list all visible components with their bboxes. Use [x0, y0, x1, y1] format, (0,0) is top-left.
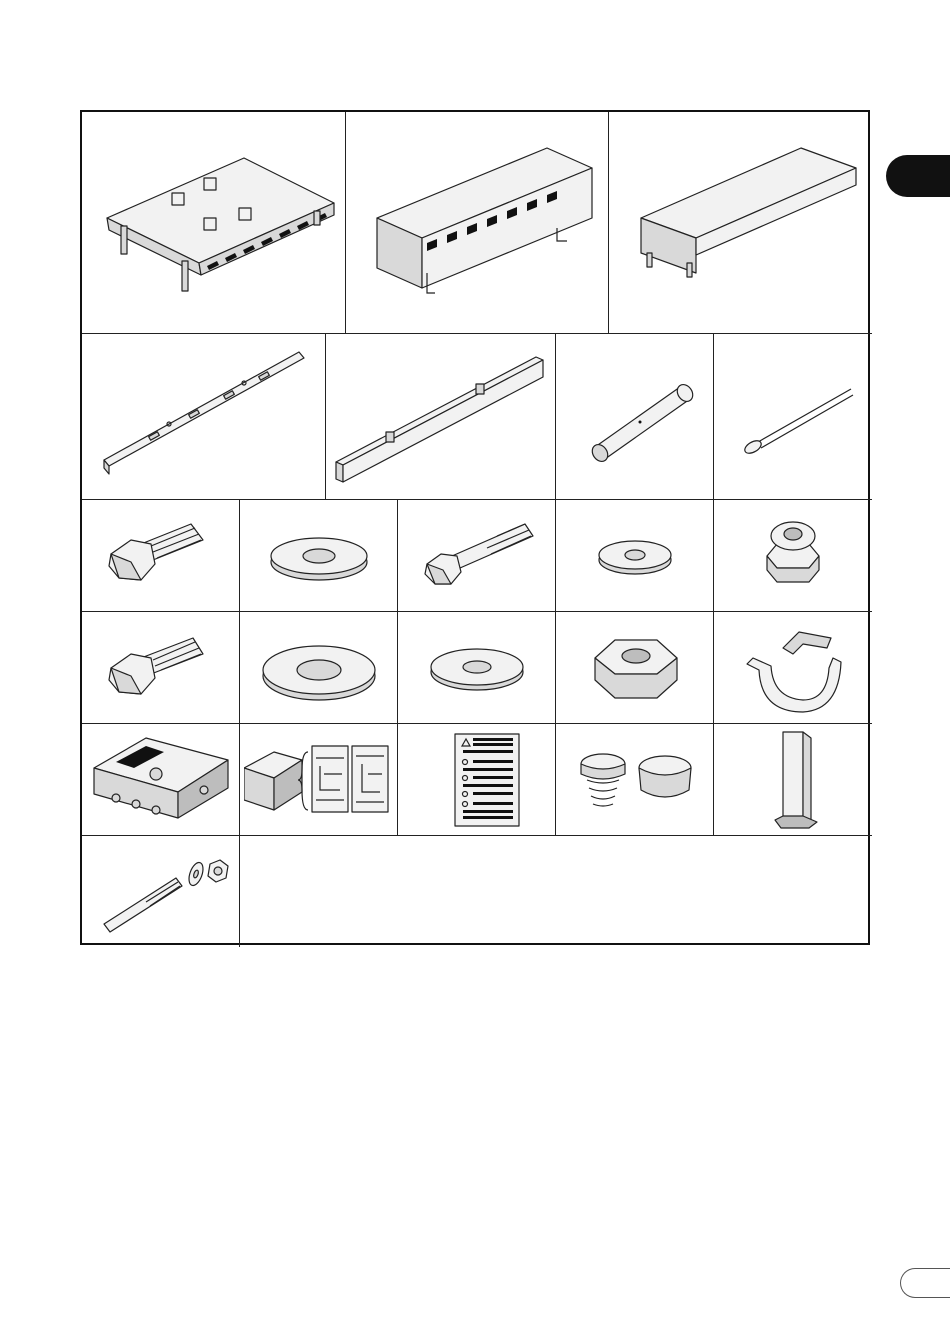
part-cell-washer-small — [556, 500, 714, 612]
part-cell-control-box — [82, 724, 240, 836]
section-tab — [886, 155, 950, 197]
anchor-bolt-icon — [86, 842, 236, 942]
part-cell-control-box-wiring — [240, 724, 398, 836]
washer-medium-icon — [249, 506, 389, 606]
part-cell-lock-nut — [714, 500, 872, 612]
platform-icon — [89, 123, 339, 323]
split-pin-icon — [723, 347, 863, 487]
part-cell-front-cover — [346, 112, 609, 334]
hex-bolt-medium-icon — [91, 618, 231, 718]
part-cell-hex-bolt-long — [398, 500, 556, 612]
part-cell-post — [714, 724, 872, 836]
washer-small-icon — [565, 506, 705, 606]
page-number-marker — [900, 1268, 950, 1298]
axle-pin-icon — [565, 347, 705, 487]
part-cell-hex-bolt-short — [82, 500, 240, 612]
end-caps-icon — [565, 730, 705, 830]
guide-rail-b-icon — [331, 342, 551, 492]
control-box-icon — [86, 730, 236, 830]
part-cell-guide-rail-a — [82, 334, 326, 500]
part-cell-washer-flat — [398, 612, 556, 724]
part-cell-guide-rail-b — [326, 334, 556, 500]
part-cell-instruction-sheet — [398, 724, 556, 836]
post-icon — [723, 730, 863, 830]
part-cell-platform — [82, 112, 346, 334]
empty-cell — [240, 836, 872, 947]
part-cell-washer-medium — [240, 500, 398, 612]
guide-rail-a-icon — [89, 342, 319, 492]
part-cell-end-caps — [556, 724, 714, 836]
parts-table — [80, 110, 870, 945]
part-cell-cable-clip — [714, 612, 872, 724]
washer-large-icon — [249, 618, 389, 718]
rear-cover-icon — [621, 123, 861, 323]
part-cell-anchor-bolt — [82, 836, 240, 947]
hex-bolt-long-icon — [407, 506, 547, 606]
part-cell-rear-cover — [609, 112, 872, 334]
part-cell-split-pin — [714, 334, 872, 500]
front-cover-icon — [357, 123, 597, 323]
cable-clip-icon — [723, 618, 863, 718]
part-cell-hex-bolt-medium — [82, 612, 240, 724]
part-cell-washer-large — [240, 612, 398, 724]
hex-bolt-short-icon — [91, 506, 231, 606]
wiring-diagram-icon — [244, 730, 394, 830]
instruction-sheet-icon — [407, 730, 547, 830]
part-cell-hex-nut — [556, 612, 714, 724]
hex-nut-icon — [565, 618, 705, 718]
part-cell-axle-pin — [556, 334, 714, 500]
washer-flat-icon — [407, 618, 547, 718]
lock-nut-icon — [723, 506, 863, 606]
